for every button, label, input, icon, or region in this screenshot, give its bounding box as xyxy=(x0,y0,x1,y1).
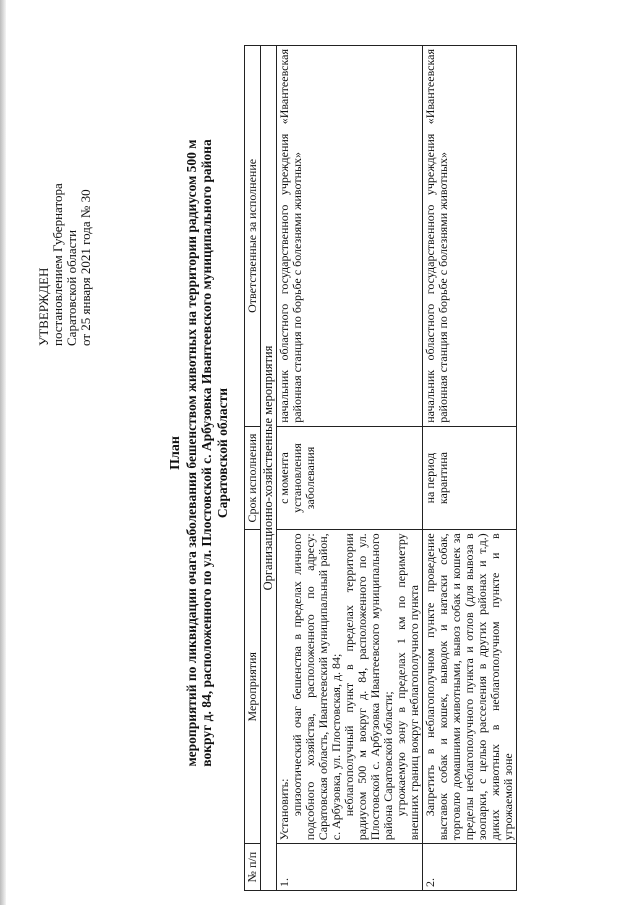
plan-title xyxy=(168,13,230,893)
scan-edge xyxy=(0,0,6,905)
measure-paragraph: неблагополучный пункт в пределах территории радиусом 500 м вокруг д. 84, расположенного по ул. Плостовской с. Арбузовка Ивантеевского муниципального района Саратовской области; xyxy=(342,533,395,841)
row-number: 2. xyxy=(423,844,517,891)
row-responsible: начальник областного государственного учреждения «Ивантеевская районная станция по борьбе с болезнями животных» xyxy=(277,46,423,427)
plan-title-line-2: вокруг д. 84, расположенного по ул. Плостовской с. Арбузовка Ивантеевского муниципального района xyxy=(199,139,214,767)
approval-region: Саратовской области xyxy=(64,229,79,346)
row-measures xyxy=(277,530,423,844)
measure-intro: Установить: xyxy=(277,778,291,841)
plan-title-word: План xyxy=(168,436,183,470)
header-responsible: Ответственные за исполнение xyxy=(245,46,261,427)
measure-paragraph: Запретить в неблагополучном пункте проведение выставок собак и кошек, выводок и натаски собак, торговлю домашними животными, вывоз собак и кошек за пределы неблагополучного пункта и отлов (для вывоза в зоопарки, с целью расселения в других районах и т.д.) диких животных в неблагополучном пункте и в угрожаемой зоне xyxy=(423,533,515,841)
table-row xyxy=(423,46,517,891)
measures-table xyxy=(244,45,517,891)
approval-decree: постановлением Губернатора xyxy=(50,183,65,346)
rotated-content xyxy=(20,13,620,893)
measure-paragraph: эпизоотический очаг бешенства в пределах личного подсобного хозяйства, расположенного по адресу: Саратовская область, Ивантеевский муниципальный район, с. Арбузовка, ул. Плостовская, д. 84; xyxy=(290,533,343,841)
header-term: Срок исполнения xyxy=(245,426,261,530)
table-header-row xyxy=(245,46,261,891)
row-measures xyxy=(423,530,517,844)
row-term: с момента установления заболевания xyxy=(277,426,423,530)
section-title: Организационно-хозяйственные мероприятия xyxy=(261,46,277,891)
plan-title-line-1: мероприятий по ликвидации очага заболевания бешенством животных на территории радиусом 500 м xyxy=(183,139,199,767)
header-measures: Мероприятия xyxy=(245,530,261,844)
plan-title-line-3: Саратовской области xyxy=(214,387,230,519)
approval-block xyxy=(37,46,93,346)
approval-date: от 25 января 2021 года № 30 xyxy=(78,189,93,346)
table-row xyxy=(277,46,423,891)
row-number: 1. xyxy=(277,844,423,891)
section-row xyxy=(261,46,277,891)
approval-heading: УТВЕРЖДЕН xyxy=(36,267,51,346)
row-responsible: начальник областного государственного учреждения «Ивантеевская районная станция по борьбе с болезнями животных» xyxy=(423,46,517,427)
measure-paragraph: угрожаемую зону в пределах 1 км по периметру внешних границ вокруг неблагополучного пункта xyxy=(394,533,421,841)
header-num: № п/п xyxy=(245,844,261,891)
row-term: на период карантина xyxy=(423,426,517,530)
